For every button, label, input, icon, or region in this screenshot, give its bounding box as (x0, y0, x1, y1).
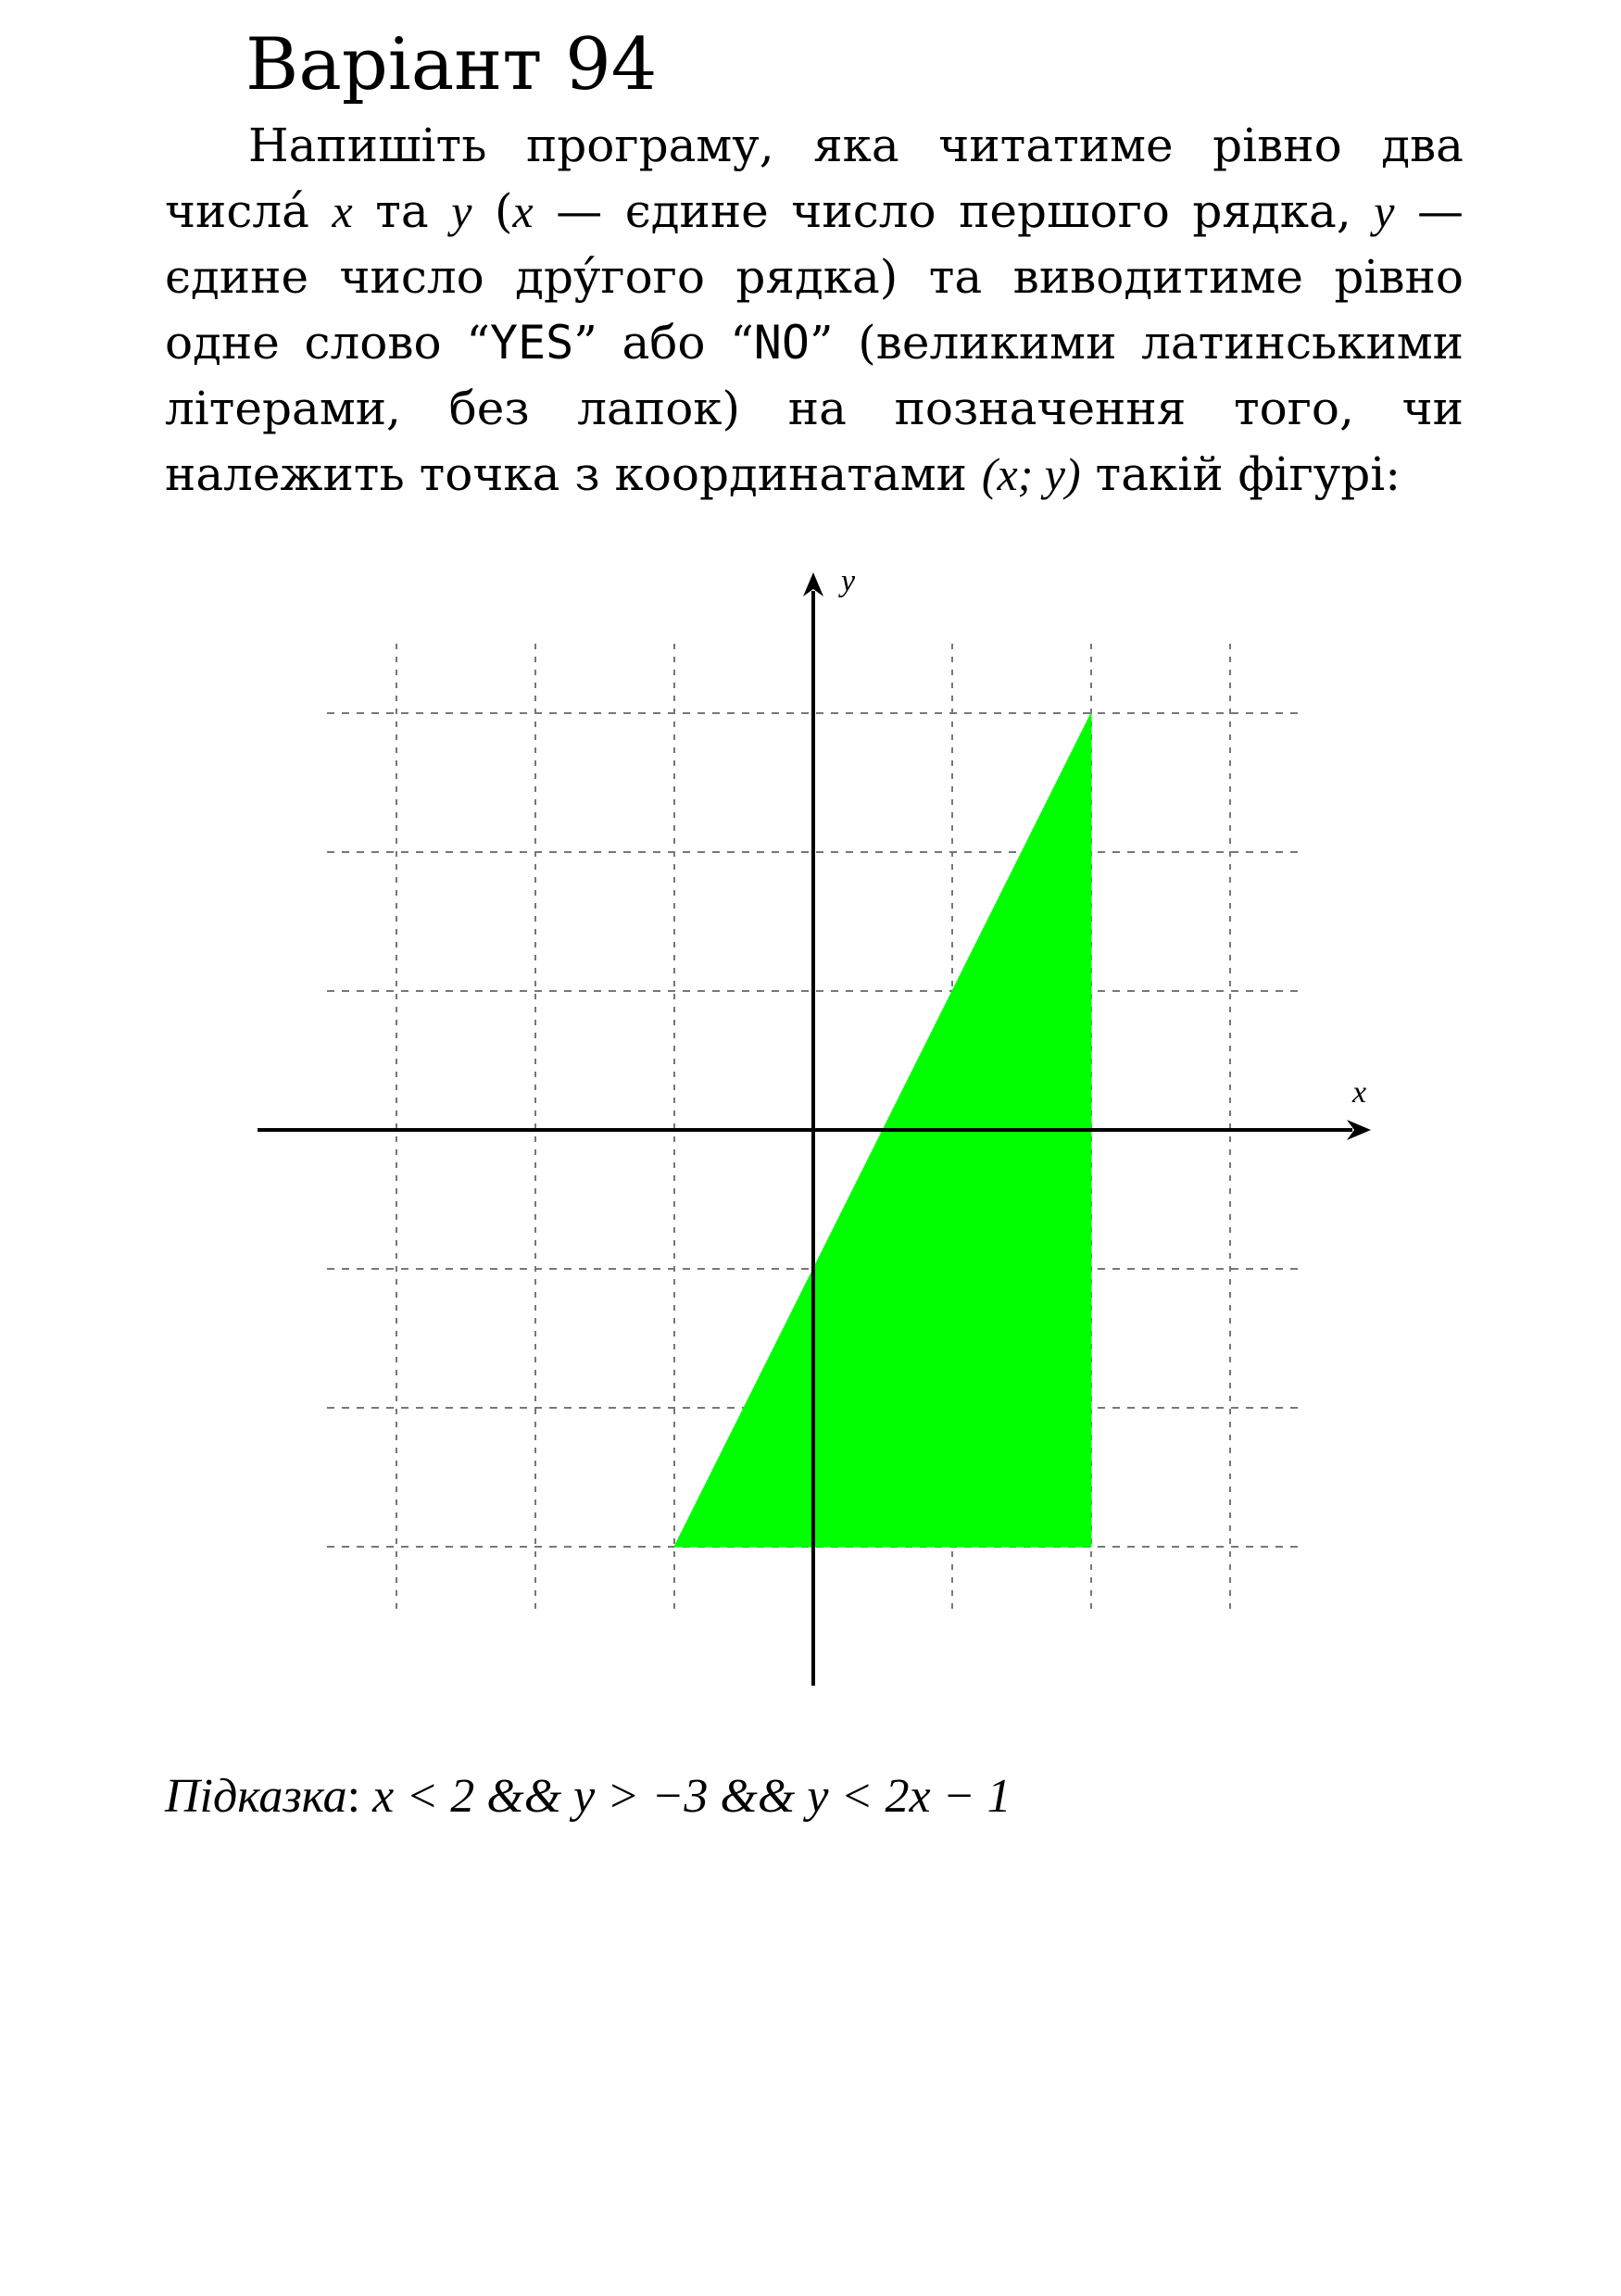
word-yes: YES (489, 316, 574, 370)
problem-text-3: ( (471, 184, 513, 238)
problem-text-8: такій фігурі: (1080, 447, 1401, 501)
hint (165, 1769, 1012, 1824)
problem-text-2: та (352, 184, 452, 238)
var-x-2: x (512, 185, 534, 237)
var-x: x (332, 185, 353, 237)
var-y-2: y (1374, 185, 1395, 237)
word-no: NO (753, 316, 810, 370)
hint-colon: : (346, 1770, 373, 1823)
problem-text-1: Напишіть програму, яка читатиме рівно два числа́ (165, 119, 1464, 238)
var-y: y (451, 185, 472, 237)
variant-title: Варіант 94 (245, 23, 658, 107)
problem-text-7: ” (великими латинськими літерами, без лапок) на позначення того, чи належить точка з координатами (165, 316, 1464, 501)
point-coordinates: (x; y) (981, 448, 1081, 500)
x-axis-label: x (1352, 1075, 1367, 1110)
problem-text-5: — єдине число дру́гого рядка) та виводитиме рівно одне слово “ (165, 184, 1464, 370)
problem-text-6: ” або “ (573, 316, 754, 370)
hint-label: Підказка (165, 1770, 347, 1823)
problem-text-4: — єдине число першого рядка, (533, 184, 1375, 238)
hint-formula: x < 2 && y > −3 && y < 2x − 1 (372, 1770, 1012, 1823)
y-axis-label: y (841, 564, 856, 598)
axes (258, 572, 1371, 1686)
